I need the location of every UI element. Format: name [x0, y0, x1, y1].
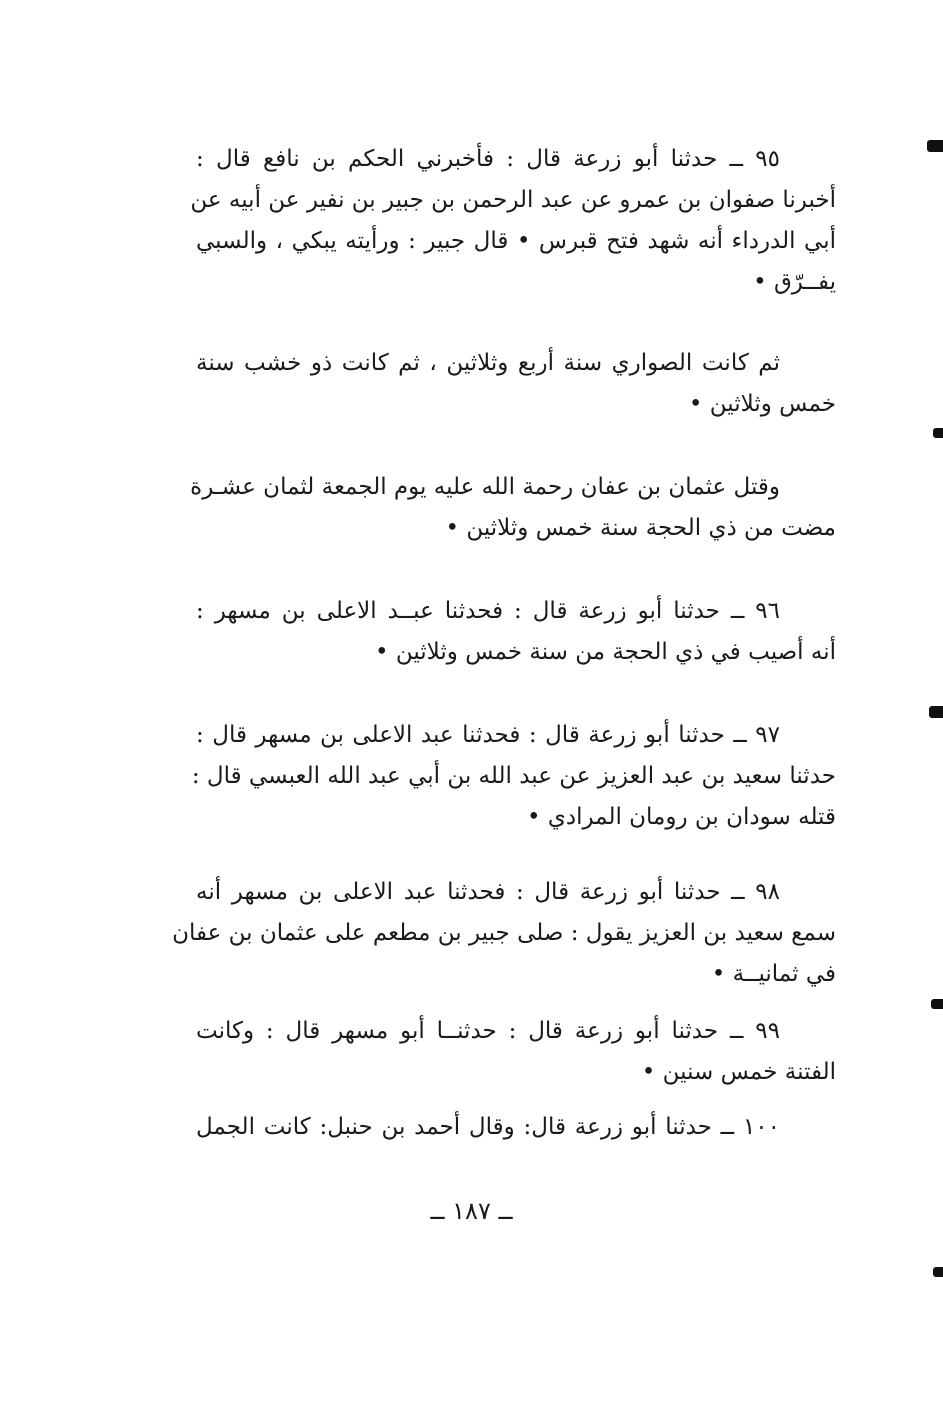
hadith-96-paragraph — [196, 591, 836, 673]
text-line: ٩٨ ــ حدثنا أبو زرعة قال : فحدثنا عبد الاعلى بن مسهر أنه — [196, 879, 780, 905]
scan-edge-mark — [933, 1267, 943, 1277]
hadith-100-paragraph — [196, 1107, 836, 1148]
hadith-98-paragraph — [172, 872, 836, 995]
text-line: قتله سودان بن رومان المرادي • — [526, 804, 836, 830]
text-line: ٩٩ ــ حدثنا أبو زرعة قال : حدثنــا أبو مسهر قال : وكانت — [196, 1018, 780, 1044]
text-line: أنه أصيب في ذي الحجة من سنة خمس وثلاثين • — [374, 639, 836, 665]
hadith-95-paragraph — [190, 139, 836, 303]
text-line: أبي الدرداء أنه شهد فتح قبرس • قال جبير : ورأيته يبكي ، والسبي — [196, 228, 836, 254]
text-line: ٩٦ ــ حدثنا أبو زرعة قال : فحدثنا عبــد الاعلى بن مسهر : — [196, 598, 780, 624]
hadith-97-paragraph — [191, 715, 836, 838]
text-line: يفــرّق • — [753, 269, 836, 295]
sawari-paragraph — [196, 343, 836, 425]
text-line: ٩٥ ــ حدثنا أبو زرعة قال : فأخبرني الحكم بن نافع قال : — [196, 146, 780, 172]
scan-edge-mark — [927, 140, 943, 152]
text-line: الفتنة خمس سنين • — [641, 1059, 836, 1085]
scan-edge-mark — [929, 706, 943, 718]
scan-edge-mark — [931, 999, 943, 1009]
hadith-99-paragraph — [196, 1011, 836, 1093]
text-line: سمع سعيد بن العزيز يقول : صلى جبير بن مطعم على عثمان بن عفان — [172, 920, 836, 946]
text-line: مضت من ذي الحجة سنة خمس وثلاثين • — [445, 515, 836, 541]
text-line: ٩٧ ــ حدثنا أبو زرعة قال : فحدثنا عبد الاعلى بن مسهر قال : — [196, 722, 780, 748]
text-line: وقتل عثمان بن عفان رحمة الله عليه يوم الجمعة لثمان عشـرة — [190, 474, 780, 500]
text-line: ١٠٠ ــ حدثنا أبو زرعة قال: وقال أحمد بن حنبل: كانت الجمل — [196, 1114, 780, 1140]
scan-edge-mark — [933, 428, 943, 438]
uthman-killing-paragraph — [190, 467, 836, 549]
text-line: في ثمانيــة • — [711, 961, 836, 987]
text-line: حدثنا سعيد بن عبد العزيز عن عبد الله بن أبي عبد الله العبسي قال : — [191, 763, 836, 789]
text-line: خمس وثلاثين • — [688, 391, 836, 417]
text-line: أخبرنا صفوان بن عمرو عن عبد الرحمن بن جبير بن نفير عن أبيه عن — [190, 187, 836, 213]
text-line: ثم كانت الصواري سنة أربع وثلاثين ، ثم كانت ذو خشب سنة — [196, 350, 780, 376]
page-number: ــ ١٨٧ ــ — [430, 1197, 513, 1225]
